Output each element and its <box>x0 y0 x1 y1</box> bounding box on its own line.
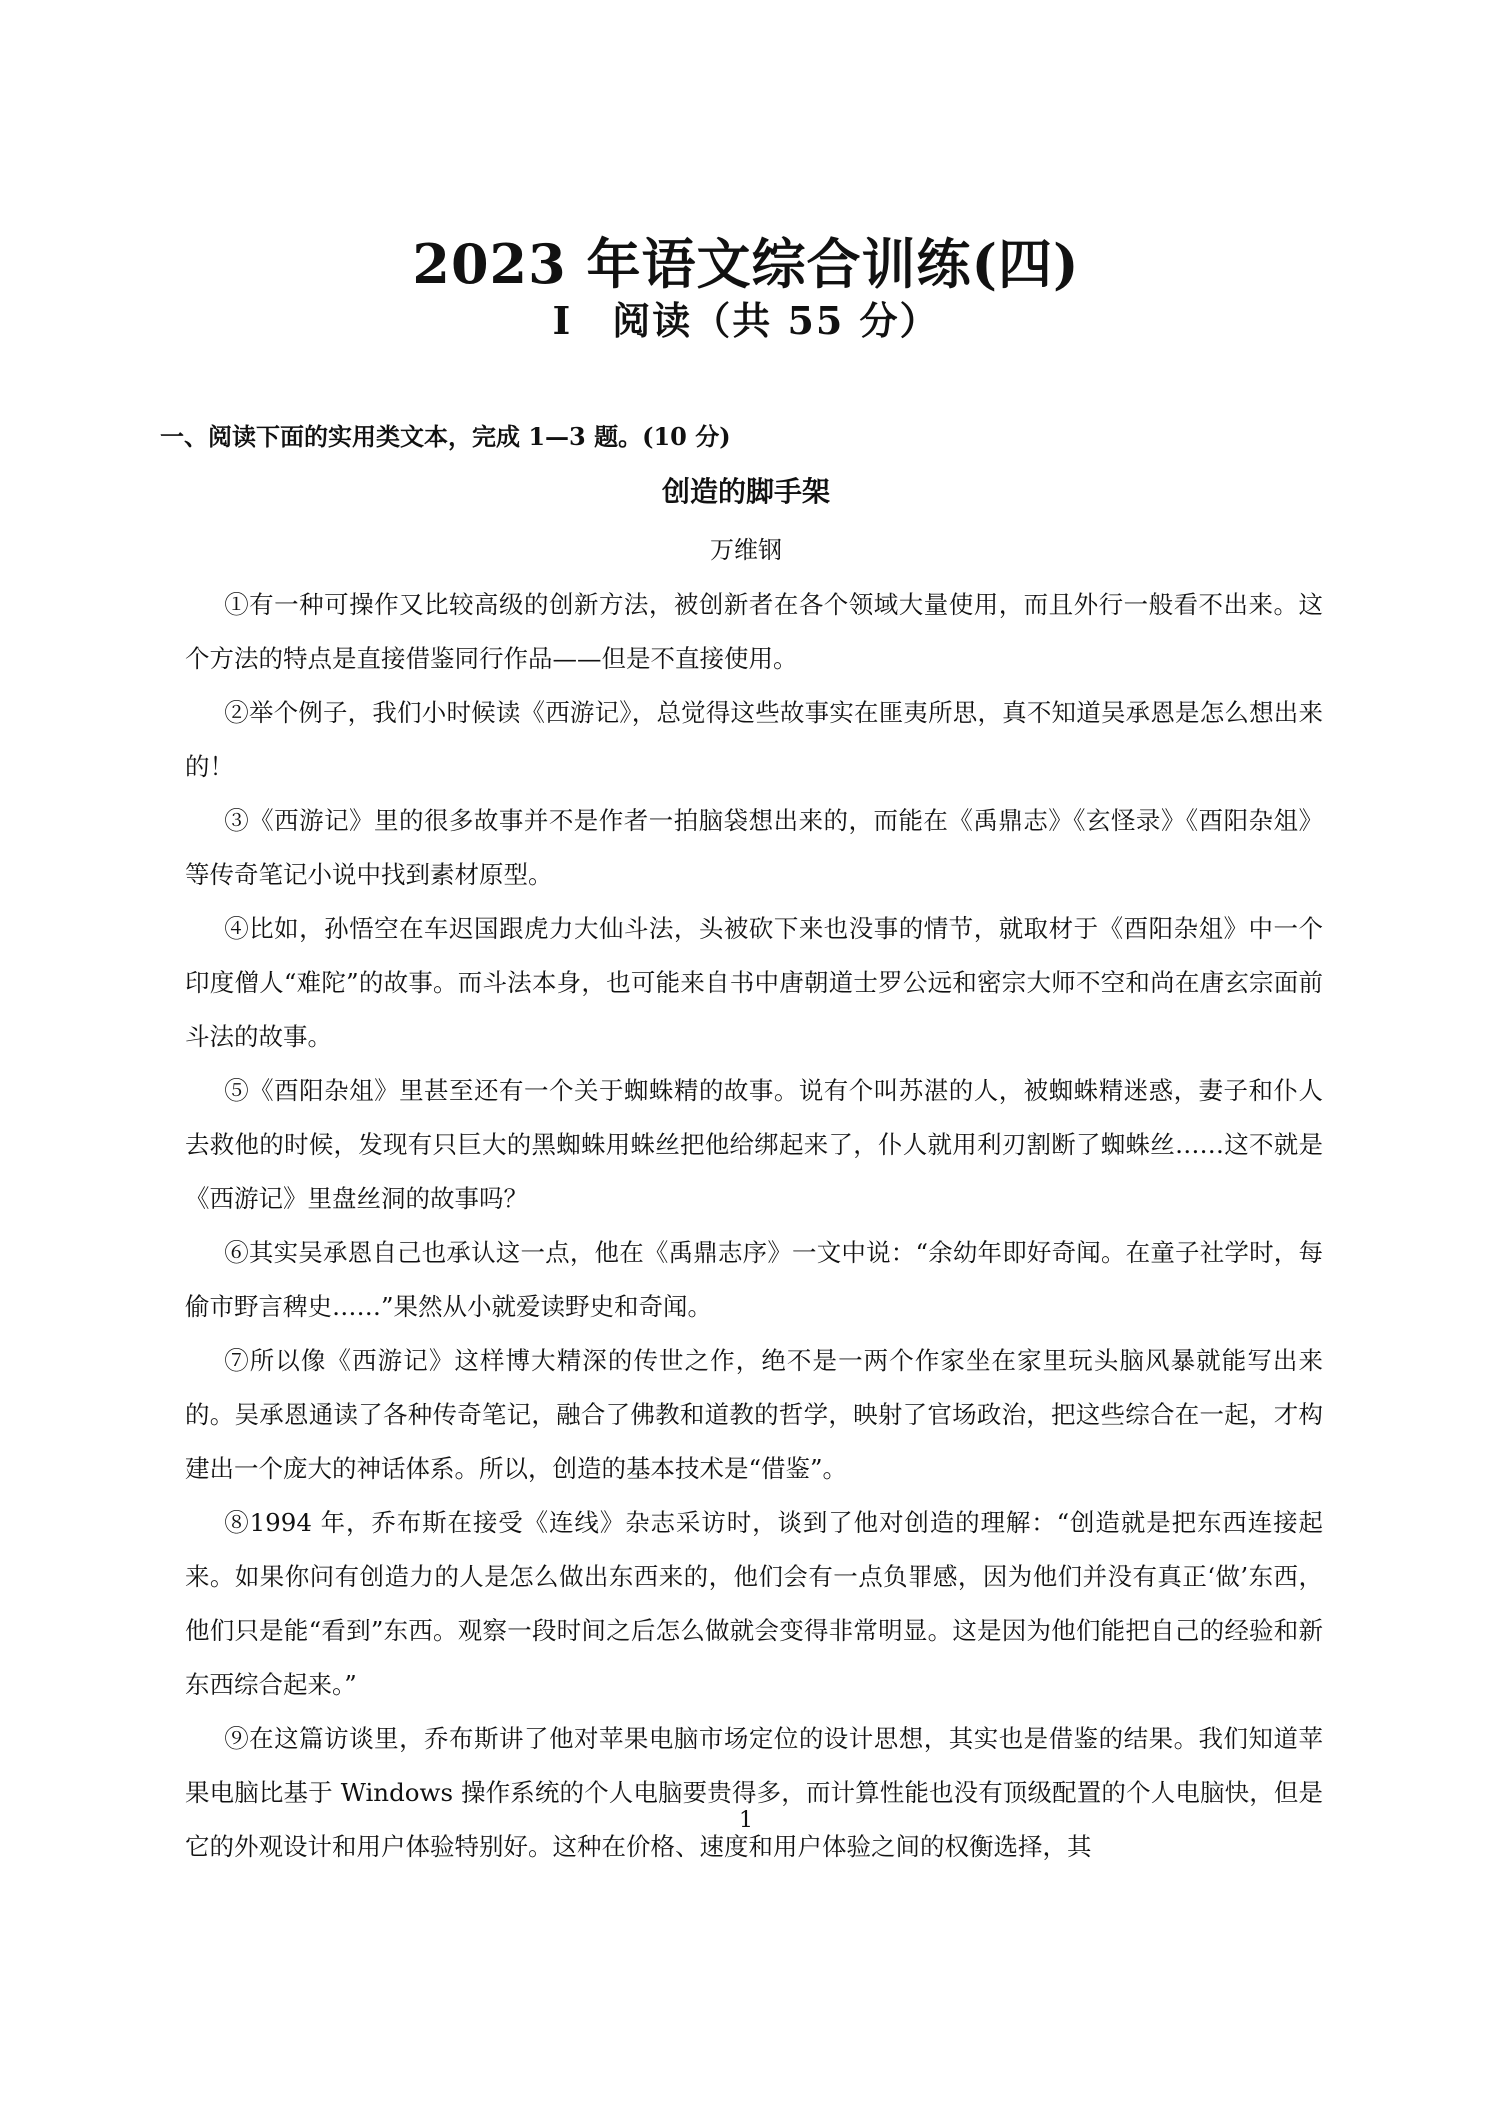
paragraph-4: ④比如，孙悟空在车迟国跟虎力大仙斗法，头被砍下来也没事的情节，就取材于《酉阳杂俎》中一个印度僧人“难陀”的故事。而斗法本身，也可能来自书中唐朝道士罗公远和密宗大师不空和尚在唐玄宗面前斗法的故事。 <box>185 914 1323 1051</box>
exam-title: 2023 年语文综合训练(四) <box>412 232 1080 296</box>
paragraph-6: ⑥其实吴承恩自己也承认这一点，他在《禹鼎志序》一文中说：“余幼年即好奇闻。在童子社学时，每偷市野言稗史……”果然从小就爱读野史和奇闻。 <box>185 1238 1323 1321</box>
question-instruction: 一、阅读下面的实用类文本，完成 1—3 题。(10 分) <box>160 422 731 451</box>
paragraph-8: ⑧1994 年，乔布斯在接受《连线》杂志采访时，谈到了他对创造的理解：“创造就是把东西连接起来。如果你问有创造力的人是怎么做出东西来的，他们会有一点负罪感，因为他们并没有真正‘做’东西，他们只是能“看到”东西。观察一段时间之后怎么做就会变得非常明显。这是因为他们能把自己的经验和新东西综合起来。” <box>185 1508 1323 1699</box>
paragraph-5: ⑤《酉阳杂俎》里甚至还有一个关于蜘蛛精的故事。说有个叫苏湛的人，被蜘蛛精迷惑，妻子和仆人去救他的时候，发现有只巨大的黑蜘蛛用蛛丝把他给绑起来了，仆人就用利刃割断了蜘蛛丝……这不就是《西游记》里盘丝洞的故事吗？ <box>185 1076 1323 1213</box>
paragraph-1: ①有一种可操作又比较高级的创新方法，被创新者在各个领域大量使用，而且外行一般看不出来。这个方法的特点是直接借鉴同行作品——但是不直接使用。 <box>185 590 1323 673</box>
paragraph-9: ⑨在这篇访谈里，乔布斯讲了他对苹果电脑市场定位的设计思想，其实也是借鉴的结果。我们知道苹果电脑比基于 Windows 操作系统的个人电脑要贵得多，而计算性能也没有顶级配置的个人电脑快，但是它的外观设计和用户体验特别好。这种在价格、速度和用户体验之间的权衡选择，其 <box>185 1724 1323 1861</box>
article-title: 创造的脚手架 <box>661 475 830 508</box>
article-author: 万维钢 <box>710 536 782 564</box>
paragraph-2: ②举个例子，我们小时候读《西游记》，总觉得这些故事实在匪夷所思，真不知道吴承恩是怎么想出来的！ <box>185 698 1323 781</box>
section-heading: Ⅰ 阅读（共 55 分） <box>552 298 940 343</box>
paragraph-7: ⑦所以像《西游记》这样博大精深的传世之作，绝不是一两个作家坐在家里玩头脑风暴就能写出来的。吴承恩通读了各种传奇笔记，融合了佛教和道教的哲学，映射了官场政治，把这些综合在一起，才构建出一个庞大的神话体系。所以，创造的基本技术是“借鉴”。 <box>185 1346 1323 1483</box>
article-body <box>185 578 1323 1874</box>
page-number: 1 <box>739 1808 753 1833</box>
paragraph-3: ③《西游记》里的很多故事并不是作者一拍脑袋想出来的，而能在《禹鼎志》《玄怪录》《酉阳杂俎》等传奇笔记小说中找到素材原型。 <box>185 806 1323 889</box>
